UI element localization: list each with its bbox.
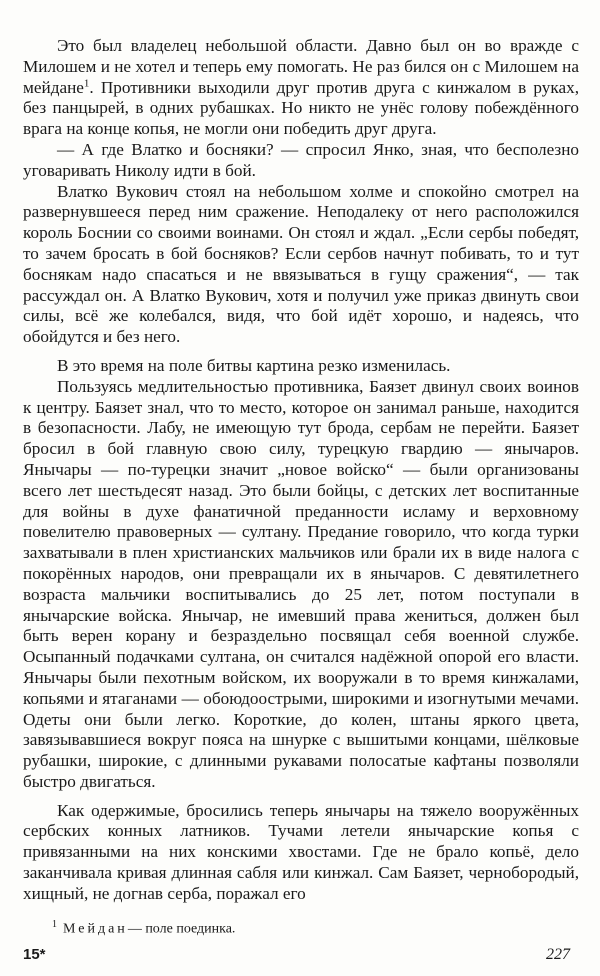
paragraph: Как одержимые, бросились теперь янычары на тяжело вооружённых сербских конных латников. Тучами летели янычарские копья с привязанными на них конскими хвостами. Где не брало копьё, дело заканчивала кривая длинная сабля или кинжал. Сам Баязет, чернобородый, хищный, не догнав серба, поражал его: [23, 800, 579, 903]
printer-signature: 15*: [23, 946, 46, 963]
footnote-mark: 1: [52, 919, 57, 930]
paragraph: — А где Влатко и босняки? — спросил Янко, зная, что бесполезно уговаривать Николу идти в бой.: [23, 139, 579, 180]
paragraph-text: Противники выходили друг против друга с кинжалом в руках, без панцырей, в одних рубашках. Но никто не унёс голову побеждённого врага на конце копья, не могли они победить друг друга.: [23, 77, 580, 139]
paragraph: В это время на поле битвы картина резко изменилась.: [57, 355, 451, 375]
footnote-text: — поле поединка.: [127, 921, 236, 937]
page-number: 227: [546, 946, 570, 963]
paragraph-text: Это был владелец небольшой области. Давно был он во вражде с Милошем и не хотел и теперь ему помогать. Не раз бился он с Милошем на мейдане: [23, 36, 579, 97]
paragraph: Это был владелец небольшой области. Давно был он во вражде с Милошем и не хотел и теперь ему помогать. Не раз бился он с Милошем на мейдане$^1$. Противники выходили друг против друга с кинжалом в руках, без панцырей, в одних рубашках. Но никто не унёс голову побеждённого врага на конце копья, не могли они победить друг друга.: [23, 36, 580, 139]
footnote: [52, 916, 572, 939]
footnote-term: Мейдан: [63, 921, 128, 937]
body-text: [23, 36, 579, 905]
paragraph: Влатко Вукович стоял на небольшом холме и спокойно смотрел на развернувшееся перед ним сражение. Неподалеку от него расположился король Боснии со своими воинами. Он стоял и ждал. „Если сербы победят, то зачем бросать в бой босняков? Если сербов начнут побивать, то и тут боснякам надо спасаться и не ввязываться в гущу сражения“, — так рассуждал он. А Влатко Вукович, хотя и получил уже приказ двинуть свои силы, всё же колебался, видя, что бой идёт хорошо, и надеясь, что обойдутся и без него.: [23, 181, 579, 347]
paragraph: Пользуясь медлительностью противника, Баязет двинул своих воинов к центру. Баязет знал, что то место, которое он занимал раньше, находится в безопасности. Лабу, не имеющую тут брода, сербам не перейти. Баязет бросил в бой главную свою силу, турецкую гвардию — янычаров. Янычары — по-турецки значит „новое войско“ — были организованы всего лет шестьдесят назад. Это были бойцы, с детских лет воспитанные для войны в духе фанатичной преданности исламу и верховному повелителю правоверных — султану. Предание говорило, что когда турки захватывали в плен христианских мальчиков или брали их в виде налога с покорённых народов, они превращали их в янычаров. С девятилетнего возраста мальчики воспитывались до 25 лет, потом поступали в янычарские войска. Янычар, не имевший права жениться, должен был быть верен корану и безраздельно посвящал себя военной службе. Осыпанный подачками султана, он считался надёжной опорой его власти. Янычары были пехотным войском, их вооружали в то время кинжалами, копьями и ятаганами — обоюдоострыми, широкими и изогнутыми мечами. Одеты они были легко. Короткие, до колен, штаны яркого цвета, завязывавшиеся вокруг пояса на шнурке с вышитыми концами, шёлковые рубашки, широкие, с длинными рукавами полосатые кафтаны позволяли быстро двигаться.: [23, 376, 579, 791]
footnote-reference: 1: [83, 76, 90, 89]
